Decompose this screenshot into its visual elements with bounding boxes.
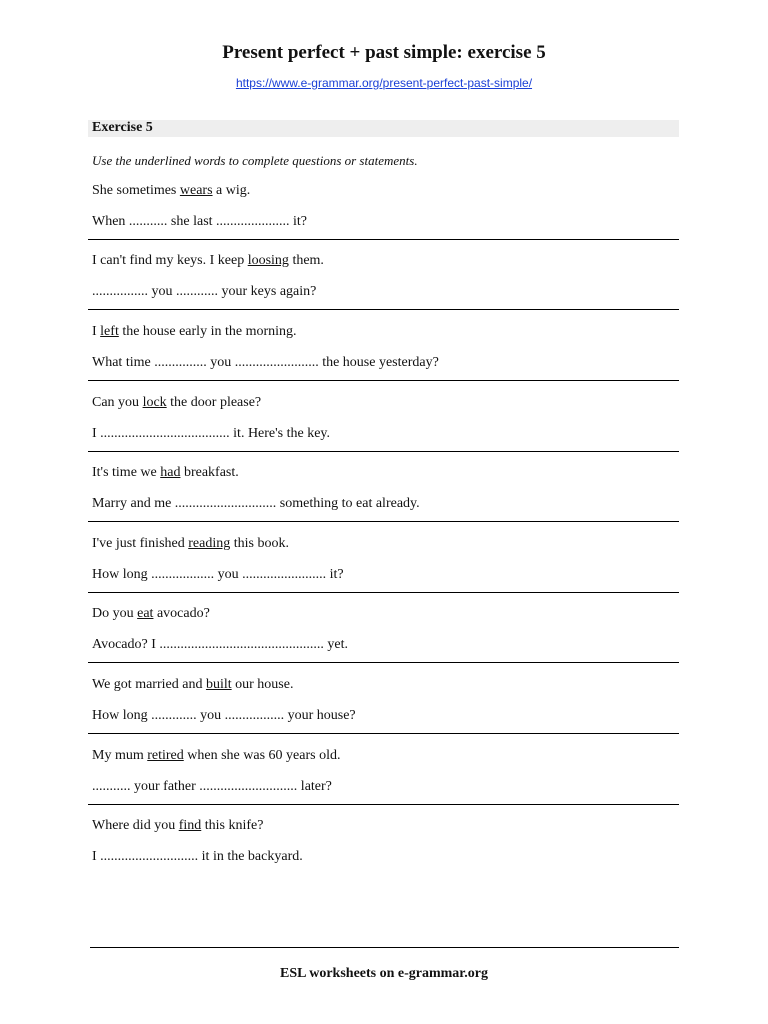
question-text: It's time we [92,465,161,480]
underlined-word: built [205,677,232,692]
answer-sentence: I ............................ it in the backyard. [92,849,303,864]
answer-sentence: Marry and me ............................. something to eat already. [92,496,420,511]
question-text: I've just finished [92,536,189,551]
item-divider [88,804,679,805]
answer-sentence: How long ............. you ................. your house? [92,708,356,723]
footer-divider [90,947,679,948]
question-sentence [92,606,210,622]
question-sentence [92,536,289,552]
underlined-word: wears [179,183,213,198]
answer-sentence: I ..................................... it. Here's the key. [92,426,331,441]
underlined-word: lock [142,395,167,410]
footer-text: ESL worksheets on e-grammar.org [280,966,488,981]
question-text: I [92,324,101,339]
question-text: the door please? [166,395,262,410]
item-divider [88,662,679,663]
question-sentence [92,183,250,199]
answer-sentence: ........... your father ............................ later? [92,779,332,794]
question-text: a wig. [212,183,251,198]
item-divider [88,451,679,452]
question-text: My mum [92,748,148,763]
question-sentence [92,465,239,481]
page-title: Present perfect + past simple: exercise 5 [222,42,546,63]
question-sentence [92,395,261,411]
exercise-heading-bar [88,120,679,137]
item-divider [88,309,679,310]
question-text: them. [288,253,324,268]
question-text: I can't find my keys. I keep [92,253,248,268]
question-sentence [92,818,263,834]
question-sentence [92,324,297,340]
exercise-heading: Exercise 5 [92,120,153,135]
question-sentence [92,677,293,693]
question-sentence [92,748,340,764]
question-text: breakfast. [180,465,239,480]
item-divider [88,380,679,381]
question-text: Do you [92,606,138,621]
question-text: avocado? [153,606,210,621]
item-divider [88,521,679,522]
exercise-instructions: Use the underlined words to complete questions or statements. [92,153,418,168]
underlined-word: reading [188,536,231,551]
answer-sentence: When ........... she last ..................... it? [92,214,308,229]
underlined-word: retired [147,748,184,763]
underlined-word: eat [137,606,154,621]
answer-sentence: Avocado? I ............................................... yet. [92,637,348,652]
underlined-word: loosing [247,253,289,268]
question-text: this book. [230,536,289,551]
item-divider [88,733,679,734]
source-link[interactable]: https://www.e-grammar.org/present-perfect-past-simple/ [235,76,533,90]
question-text: our house. [231,677,294,692]
answer-sentence: How long .................. you ........................ it? [92,567,344,582]
question-text: this knife? [201,818,264,833]
question-text: She sometimes [92,183,180,198]
underlined-word: find [178,818,202,833]
question-text: the house early in the morning. [118,324,297,339]
underlined-word: left [100,324,119,339]
question-text: when she was 60 years old. [183,748,341,763]
item-divider [88,592,679,593]
item-divider [88,239,679,240]
underlined-word: had [160,465,181,480]
answer-sentence: What time ............... you ........................ the house yesterday? [92,355,439,370]
question-text: Can you [92,395,143,410]
answer-sentence: ................ you ............ your keys again? [92,284,317,299]
question-text: We got married and [92,677,206,692]
question-text: Where did you [92,818,179,833]
question-sentence [92,253,324,269]
